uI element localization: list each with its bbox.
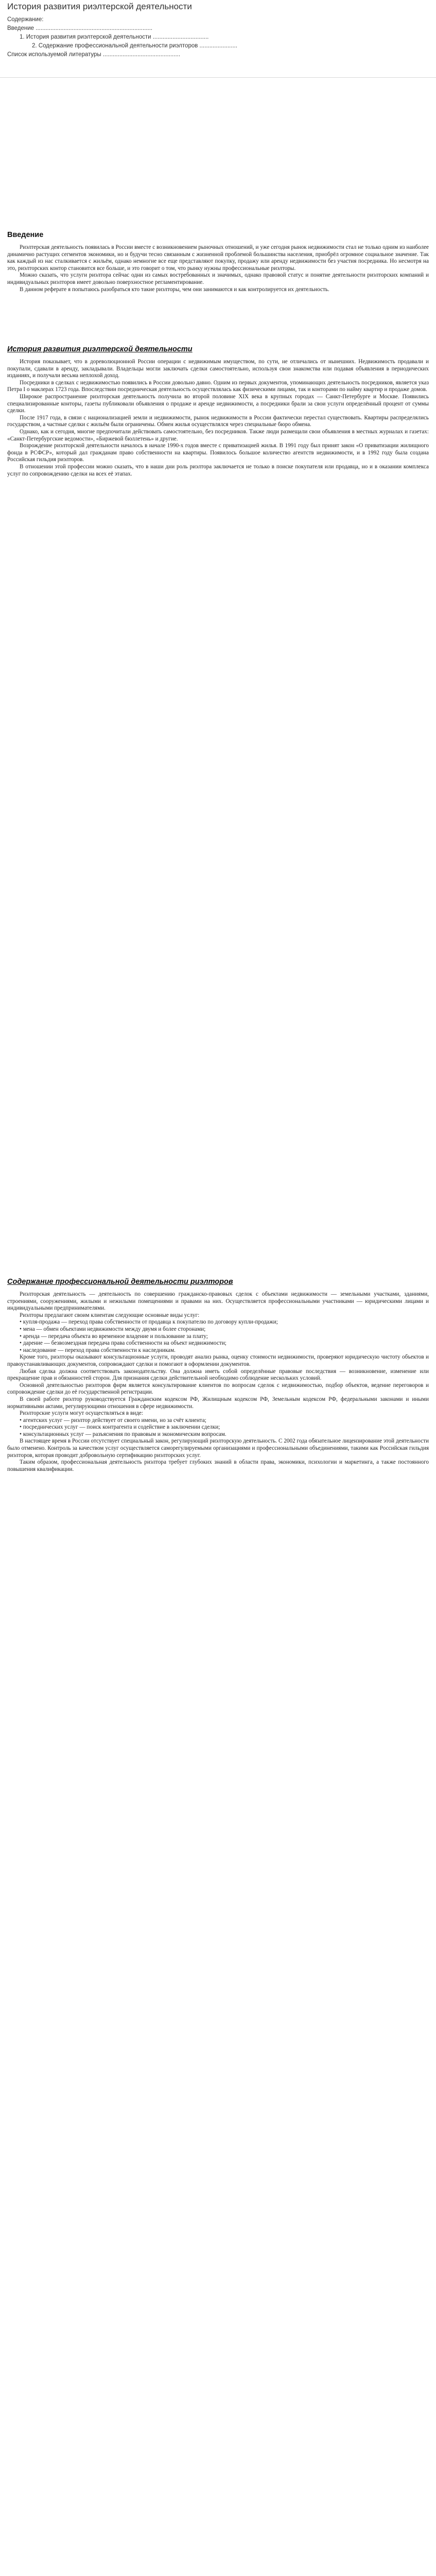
toc-item-history[interactable]: 1. История развития риэлтерской деятельности .................................. xyxy=(20,34,209,40)
document-header xyxy=(7,0,429,59)
intro-heading: Введение xyxy=(7,231,44,239)
intro-paragraph: Риэлтерская деятельность появилась в России вместе с возникновением рыночных отношений, и уже сегодня рынок недвижимости стал не только одним из наиболее динамично растущих сегментов экономики, но и будучи тесно связанным с жизненной проблемой большинства населения, приобрёл огромное социальное значение. Так как каждый из нас сталкивается с жильём, однако немногие все еще представляют покупку, продажу или аренду недвижимости без участия посредника. Но несмотря на это, риэлторских контор становится все больше, и это говорит о том, что рынку нужны профессиональные риэлторы. xyxy=(7,244,429,272)
content-list-item: • наследование — переход права собственности к наследникам. xyxy=(20,1347,176,1353)
content-list-item: • агентских услуг — риэлтор действует от своего имени, но за счёт клиента; xyxy=(20,1417,206,1423)
section-intro xyxy=(7,231,429,293)
content-heading: Содержание профессиональной деятельности риэлторов xyxy=(7,1278,233,1286)
toc-item-content[interactable]: 2. Содержание профессиональной деятельности риэлторов ....................... xyxy=(32,43,238,49)
content-list-item: • посреднических услуг — поиск контрагента и содействие в заключении сделки; xyxy=(20,1424,220,1431)
content-paragraph: Риэлторская деятельность — деятельность по совершению гражданско-правовых сделок с объектами недвижимости — земельными участками, зданиями, строениями, сооружениями, жилыми и нежилыми помещениями и правами на них. Осуществляется профессиональными участниками — юридическими лицами и индивидуальными предпринимателями. xyxy=(7,1291,429,1312)
content-paragraph: Основной деятельностью риэлторов фирм является консультирование клиентов по вопросам сделок с недвижимостью, подбор объектов, ведение переговоров и сопровождение сделки до её государственной регистрации. xyxy=(7,1382,429,1396)
intro-paragraph: В данном реферате я попытаюсь разобраться кто такие риэлторы, чем они занимаются и как контролируется их деятельность. xyxy=(20,286,329,293)
content-list-item: • мена — обмен объектами недвижимости между двумя и более сторонами; xyxy=(20,1326,206,1332)
toc-item-intro[interactable]: Введение ....................................................................... xyxy=(7,25,153,31)
history-paragraph: Возрождение риэлторской деятельности началось в начале 1990-х годов вместе с приватизацией жилья. В 1991 году был принят закон «О приватизации жилищного фонда в РСФСР», который дал гражданам право собственности на квартиры. Появилось большое количество агентств недвижимости, и в 1992 году была создана Российская гильдия риэлторов. xyxy=(7,443,429,463)
content-list-item: • дарение — безвозмездная передача права собственности на объект недвижимости; xyxy=(20,1340,226,1347)
content-list-item: • купля-продажа — переход права собственности от продавца к покупателю по договору купли-продажи; xyxy=(20,1319,278,1326)
toc-heading: Содержание: xyxy=(7,16,44,23)
intro-paragraph: Можно сказать, что услуги риэлтора сейчас одни из самых востребованных и значимых, однако правовой статус и понятие деятельности риэлторских компаний и индивидуальных риэлторов имеет довольно поверхностное регламентирование. xyxy=(7,272,429,285)
content-paragraph: Риэлторы предлагают своим клиентам следующие основные виды услуг: xyxy=(20,1312,200,1318)
content-paragraph: В настоящее время в России отсутствует специальный закон, регулирующий риэлторскую деятельность. С 2002 года обязательное лицензирование этой деятельности было отменено. Контроль за качеством услуг осуществляется саморегулируемыми организациями и профессиональными объединениями, такими как Российская гильдия риэлторов, которая проводит добровольную сертификацию риэлторских услуг. xyxy=(7,1438,429,1459)
section-content xyxy=(7,1278,429,1473)
history-paragraph: После 1917 года, в связи с национализацией земли и недвижимости, рынок недвижимости в России фактически перестал существовать. Квартиры распределялись государством, а частные сделки с жильём были ограничены. Обмен жилья осуществлялся через специальные бюро обмена. xyxy=(7,414,429,428)
history-paragraph: В отношении этой профессии можно сказать, что в наши дни роль риэлтора заключается не только в поиске покупателя или продавца, но и в оказании комплекса услуг по сопровождению сделки на всех её этапах. xyxy=(7,463,429,477)
content-paragraph: В своей работе риэлтор руководствуется Гражданским кодексом РФ, Жилищным кодексом РФ, Земельным кодексом РФ, федеральными законами и иными нормативными актами, регулирующими отношения в сфере недвижимости. xyxy=(7,1396,429,1410)
history-paragraph: История показывает, что в дореволюционной России операции с недвижимым имуществом, по сути, не отличались от нынешних. Недвижимость продавали и покупали, сдавали в аренду, закладывали. Владельцы могли заключать сделки самостоятельно, используя свои знакомства или подавая объявления в периодических изданиях, и получали весьма неплохой доход. xyxy=(7,359,429,379)
content-list-item: • аренда — передача объекта во временное владение и пользование за плату; xyxy=(20,1333,208,1340)
history-heading: История развития риэлтерской деятельности xyxy=(7,345,193,353)
history-paragraph: Однако, как и сегодня, многие предпочитали действовать самостоятельно, без посредников. Также люди размещали свои объявления в местных журналах и газетах: «Санкт-Петербургские ведомости», «Биржевой бюллетень» и другие. xyxy=(7,428,429,442)
divider xyxy=(0,77,436,78)
toc-item-bibliography[interactable]: Список используемой литературы ............................................... xyxy=(7,52,181,58)
content-paragraph: Кроме того, риэлторы оказывают консультационные услуги, проводят анализ рынка, оценку стоимости недвижимости, проверяют юридическую чистоту объектов и правоустанавливающих документов, сопровождают сделки и помогают в оформлении документов. xyxy=(7,1354,429,1367)
history-paragraph: Посредники в сделках с недвижимостью появились в России довольно давно. Одним из первых документов, упоминающих деятельность посредников, является указ Петра I о маклерах 1723 года. Впоследствии посредническая деятельность осуществлялась как физическими лицами, так и конторами по найму квартир и продаже домов. xyxy=(7,379,429,393)
table-of-contents xyxy=(7,15,429,59)
content-paragraph: Риэлторские услуги могут осуществляться в виде: xyxy=(20,1410,143,1417)
section-history xyxy=(7,345,429,478)
content-paragraph: Таким образом, профессиональная деятельность риэлтора требует глубоких знаний в области права, экономики, психологии и маркетинга, а также постоянного повышения квалификации. xyxy=(7,1459,429,1472)
content-list-item: • консультационных услуг — разъяснения по правовым и экономическим вопросам. xyxy=(20,1431,226,1437)
history-paragraph: Широкое распространение риэлторская деятельность получила во второй половине XIX века в крупных городах — Санкт-Петербурге и Москве. Появились специализированные конторы, газеты публиковали объявления о продаже и аренде недвижимости, а посредники брали за свои услуги определённый процент от суммы сделки. xyxy=(7,393,429,414)
content-paragraph: Любая сделка должна соответствовать законодательству. Она должна иметь собой определённые правовые последствия — возникновение, изменение или прекращение прав и обязанностей сторон. Для признания сделки действительной необходимо соблюдение нескольких условий. xyxy=(7,1368,429,1382)
document-title: История развития риэлтерской деятельности xyxy=(7,2,192,11)
